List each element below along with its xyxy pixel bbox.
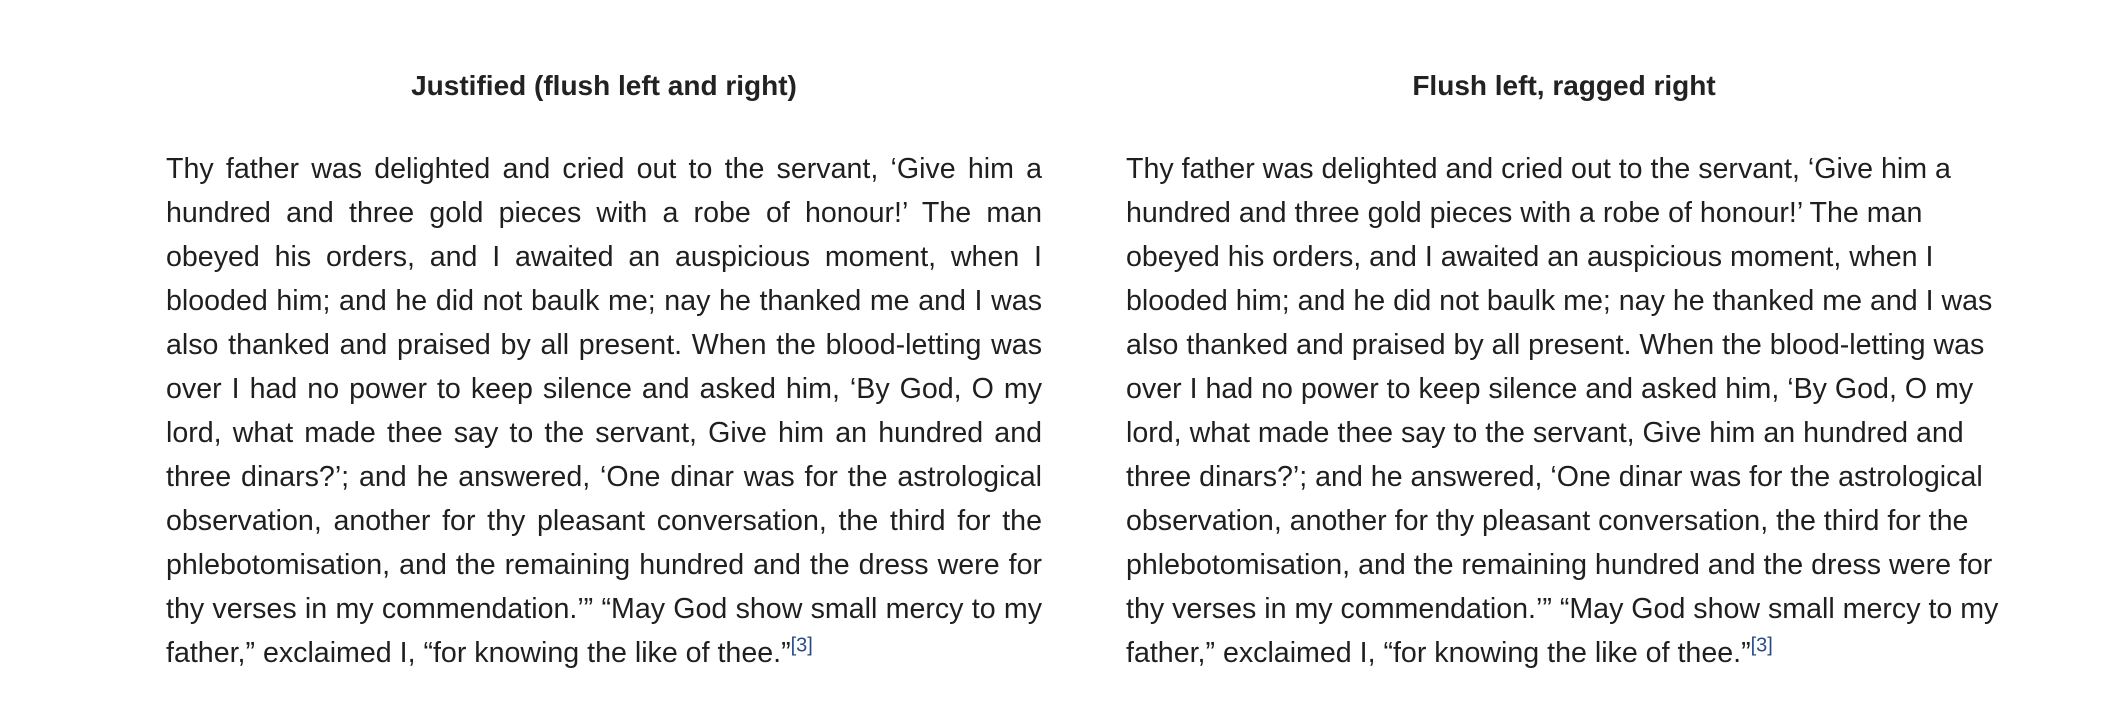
paragraph-line: phlebotomisation, and the remaining hundred and the dress were for [1126,549,1993,581]
paragraph-last-line [166,631,1042,675]
paragraph-line: obeyed his orders, and I awaited an auspicious moment, when I [166,241,1042,273]
ragged-paragraph [1126,147,2002,675]
justified-heading: Justified (flush left and right) [411,70,797,101]
paragraph-line: blooded him; and he did not baulk me; nay he thanked me and I was [1126,285,1993,317]
ragged-heading: Flush left, ragged right [1412,70,1716,101]
paragraph-line: phlebotomisation, and the remaining hundred and the dress were for [166,549,1042,581]
citation-link[interactable]: [3] [790,634,813,657]
paragraph-line: lord, what made thee say to the servant, Give him an hundred and [1126,417,1964,449]
paragraph-line: Thy father was delighted and cried out to the servant, ‘Give him a [1126,153,1951,185]
paragraph-line: thy verses in my commendation.’” “May God show small mercy to my [166,593,1042,625]
paragraph-line: over I had no power to keep silence and asked him, ‘By God, O my [166,373,1042,405]
paragraph-line: also thanked and praised by all present. When the blood-letting was [1126,329,1985,361]
paragraph-line: observation, another for thy pleasant conversation, the third for the [1126,505,1969,537]
ragged-column [1126,68,2002,675]
justified-column [166,68,1042,675]
paragraph-line: three dinars?’; and he answered, ‘One dinar was for the astrological [1126,461,1983,493]
paragraph-line: blooded him; and he did not baulk me; nay he thanked me and I was [166,285,1042,317]
justified-paragraph [166,147,1042,675]
paragraph-line: lord, what made thee say to the servant, Give him an hundred and [166,417,1042,449]
paragraph-line: three dinars?’; and he answered, ‘One dinar was for the astrological [166,461,1042,493]
paragraph-line: Thy father was delighted and cried out to the servant, ‘Give him a [166,153,1042,185]
paragraph-line: over I had no power to keep silence and asked him, ‘By God, O my [1126,373,1974,405]
paragraph-line-text: father,” exclaimed I, “for knowing the like of thee.” [1126,637,1751,669]
paragraph-line: also thanked and praised by all present. When the blood-letting was [166,329,1042,361]
citation-link[interactable]: [3] [1750,634,1773,657]
paragraph-line: hundred and three gold pieces with a robe of honour!’ The man [1126,197,1923,229]
paragraph-last-line [1126,631,2002,675]
paragraph-line: thy verses in my commendation.’” “May God show small mercy to my [1126,593,1999,625]
paragraph-line-text: father,” exclaimed I, “for knowing the like of thee.” [166,637,791,669]
paragraph-line: obeyed his orders, and I awaited an auspicious moment, when I [1126,241,1934,273]
paragraph-line: hundred and three gold pieces with a robe of honour!’ The man [166,197,1042,229]
paragraph-line: observation, another for thy pleasant conversation, the third for the [166,505,1042,537]
